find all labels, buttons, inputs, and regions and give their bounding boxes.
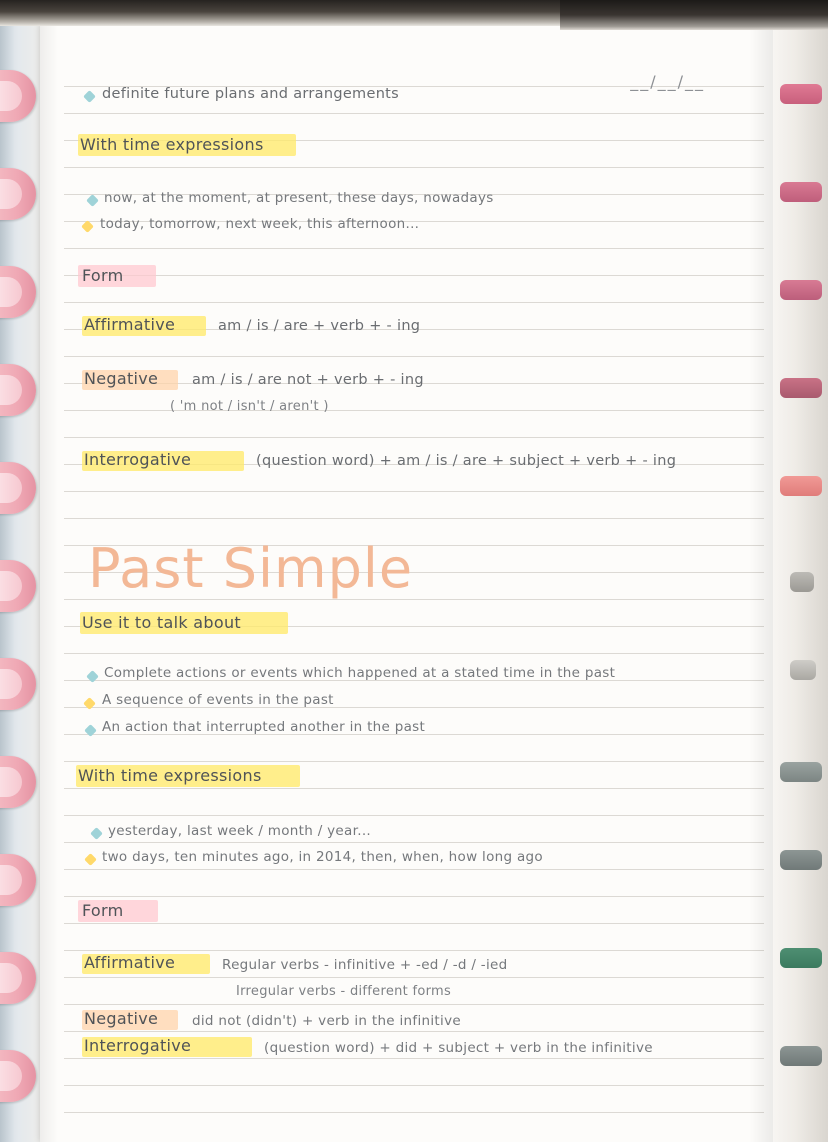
- form-label: Affirmative: [84, 315, 176, 334]
- form-formula: Regular verbs - infinitive + -ed / -d / -ied: [222, 957, 508, 973]
- form-note: Irregular verbs - different forms: [236, 984, 452, 999]
- binder-ring: [780, 476, 822, 496]
- use-bullet-text: Complete actions or events which happened at a stated time in the past: [104, 665, 616, 681]
- binder-ring: [780, 1046, 822, 1066]
- time-expression-text: yesterday, last week / month / year...: [108, 823, 371, 839]
- form-note: ( 'm not / isn't / aren't ): [170, 399, 329, 414]
- photo-top-shadow-right: [560, 0, 828, 30]
- notebook-page: [40, 24, 785, 1142]
- date-field[interactable]: __/__/__: [630, 72, 705, 91]
- time-expression-text: today, tomorrow, next week, this afternoon...: [100, 216, 420, 232]
- form-formula: am / is / are not + verb + - ing: [192, 372, 424, 388]
- form-label: Negative: [84, 369, 159, 388]
- binder-ring: [780, 280, 822, 300]
- binder-ring: [780, 182, 822, 202]
- binder-ring: [790, 572, 814, 592]
- time-expression-text: now, at the moment, at present, these days, nowadays: [104, 190, 494, 206]
- form-label: Affirmative: [84, 953, 176, 972]
- form-formula: (question word) + did + subject + verb in the infinitive: [264, 1040, 653, 1056]
- binder-ring: [780, 84, 822, 104]
- heading-time-expressions: With time expressions: [78, 766, 262, 785]
- time-expression-text: two days, ten minutes ago, in 2014, then, when, how long ago: [102, 849, 543, 865]
- bullet-icon: [81, 220, 94, 233]
- form-formula: am / is / are + verb + - ing: [218, 318, 421, 334]
- binder-ring: [780, 850, 822, 870]
- binder-ring: [790, 660, 816, 680]
- form-label: Interrogative: [84, 1036, 192, 1055]
- bullet-icon: [86, 194, 99, 207]
- section-title-past-simple: Past Simple: [88, 537, 414, 600]
- binder-ring: [780, 948, 822, 968]
- use-bullet-text: definite future plans and arrangements: [102, 86, 400, 102]
- binder-right-rings: [773, 0, 828, 1142]
- heading-time-expressions: With time expressions: [80, 135, 264, 154]
- heading-form: Form: [82, 901, 124, 920]
- heading-use-it-to-talk-about: Use it to talk about: [82, 613, 241, 632]
- bullet-icon: [90, 827, 103, 840]
- form-label: Negative: [84, 1009, 159, 1028]
- binder-ring: [780, 378, 822, 398]
- bullet-icon: [83, 90, 96, 103]
- form-formula: did not (didn't) + verb in the infinitive: [192, 1013, 461, 1029]
- form-label: Interrogative: [84, 450, 192, 469]
- binder-ring: [780, 762, 822, 782]
- heading-form: Form: [82, 266, 124, 285]
- form-formula: (question word) + am / is / are + subject + verb + - ing: [256, 453, 677, 469]
- use-bullet-text: An action that interrupted another in the past: [102, 719, 426, 735]
- use-bullet-text: A sequence of events in the past: [102, 692, 334, 708]
- bullet-icon: [84, 853, 97, 866]
